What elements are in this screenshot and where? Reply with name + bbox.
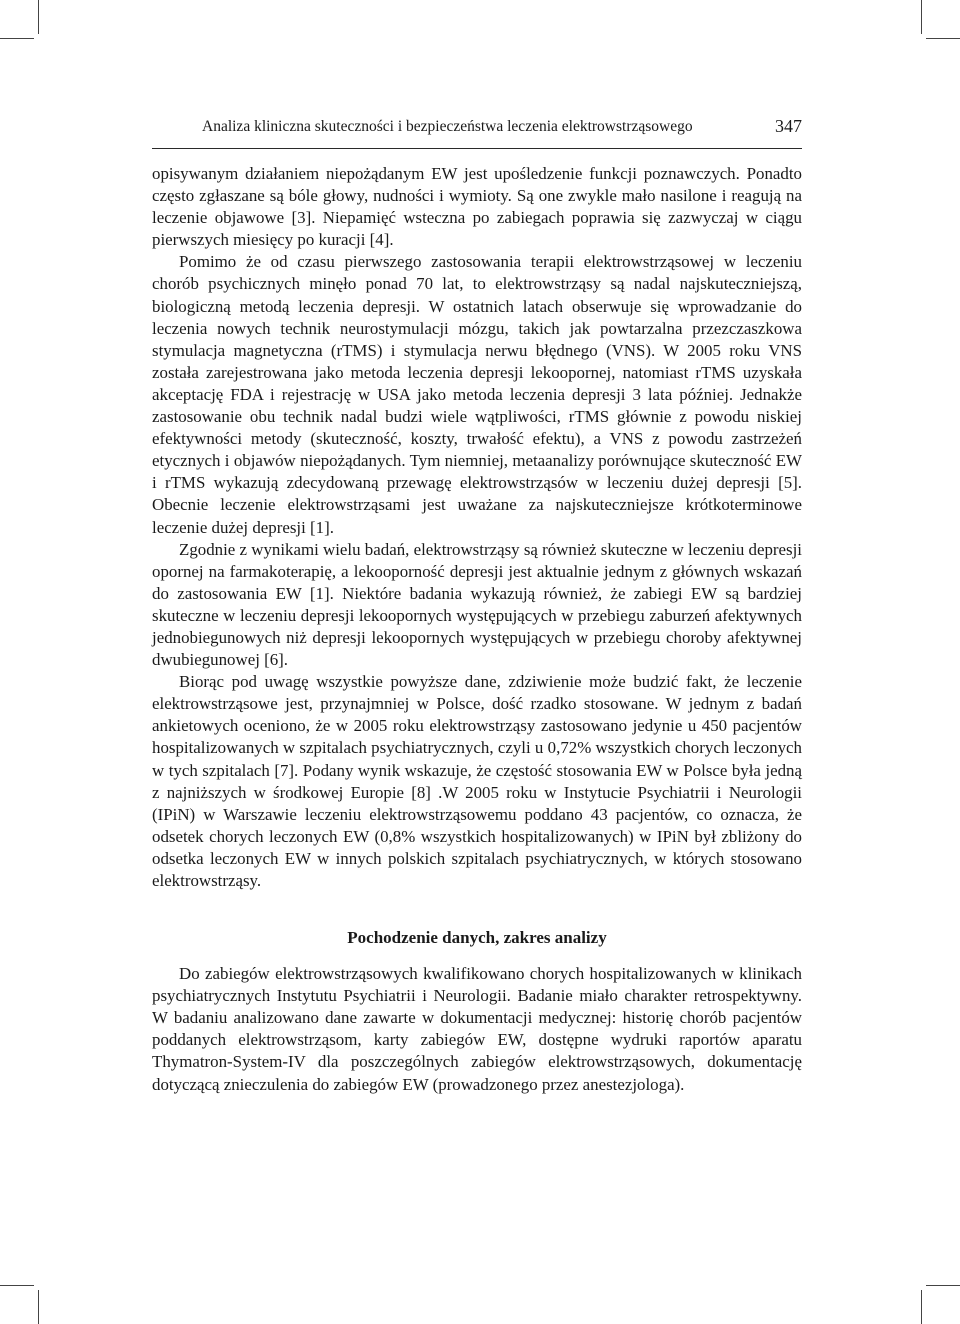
crop-mark-top-right-horizontal xyxy=(926,38,960,39)
crop-mark-top-left-vertical xyxy=(38,0,39,34)
page-number: 347 xyxy=(775,116,802,136)
header-rule xyxy=(152,148,802,149)
crop-mark-top-right-vertical xyxy=(921,0,922,34)
paragraph-2: Pomimo że od czasu pierwszego zastosowania terapii elektrowstrząsowej w leczeniu chorób psychicznych minęło ponad 70 lat, to elektrowstrząsy są nadal najskuteczniejszą, biologiczną metodą leczenia depresji. W ostatnich latach obserwuje się wprowadzanie do leczenia nowych technik neurostymulacji mózgu, takich jak powtarzalna przezczaszkowa stymulacja magnetyczna (rTMS) i stymulacja nerwu błędnego (VNS). W 2005 roku VNS została zarejestrowana jako metoda leczenia depresji lekoopornej, natomiast rTMS uzyskała akceptację FDA i rejestrację w USA jako metoda leczenia depresji 3 lata później. Jednakże zastosowanie obu technik nadal budzi wiele wątpliwości, rTMS głównie z powodu niskiej efektywności metody (skuteczność, koszty, trwałość efektu), a VNS z powodu zastrzeżeń etycznych i objawów niepożądanych. Tym niemniej, metaanalizy porównujące skuteczność EW i rTMS wykazują zdecydowaną przewagę elektrowstrząsów w leczeniu dużej depresji [5]. Obecnie leczenie elektrowstrząsami jest uważane za najskuteczniejsze krótkoterminowe leczenie dużej depresji [1]. xyxy=(152,252,802,537)
crop-mark-bottom-right-vertical xyxy=(921,1290,922,1324)
paragraph-3: Zgodnie z wynikami wielu badań, elektrowstrząsy są również skuteczne w leczeniu depresji opornej na farmakoterapię, a lekooporność depresji jest aktualnie jednym z głównych wskazań do zastosowania EW [1]. Niektóre badania wykazują również, że zabiegi EW są bardziej skuteczne w leczeniu depresji lekoopornych występujących w przebiegu zaburzeń afektywnych jednobiegunowych niż depresji lekoopornych występujących w przebiegu choroby afektywnej dwubiegunowej [6]. xyxy=(152,539,802,670)
crop-mark-bottom-right-horizontal xyxy=(926,1285,960,1286)
body-text xyxy=(152,163,802,1096)
paragraph-4: Biorąc pod uwagę wszystkie powyższe dane, zdziwienie może budzić fakt, że leczenie elektrowstrząsowe jest, przynajmniej w Polsce, dość rzadko stosowane. W jednym z badań ankietowych oceniono, że w 2005 roku elektrowstrząsy zastosowano jedynie u 450 pacjentów hospitalizowanych w szpitalach psychiatrycznych, czyli u 0,72% wszystkich chorych leczonych w tych szpitalach [7]. Podany wynik wskazuje, że częstość stosowania EW w Polsce była jedną z najniższych w środkowej Europie [8] .W 2005 roku w Instytucie Psychiatrii i Neurologii (IPiN) w Warszawie leczeniu elektrowstrząsowemu poddano 43 pacjentów, co oznacza, że odsetek chorych leczonych EW (0,8% wszystkich hospitalizowanych) w IPiN był zbliżony do odsetka leczonych EW w innych polskich szpitalach psychiatrycznych, w których stosowano elektrowstrząsy. xyxy=(152,672,802,890)
running-title: Analiza kliniczna skuteczności i bezpieczeństwa leczenia elektrowstrząsowego xyxy=(202,118,693,135)
section-paragraph: Do zabiegów elektrowstrząsowych kwalifikowano chorych hospitalizowanych w klinikach psychiatrycznych Instytutu Psychiatrii i Neurologii. Badanie miało charakter retrospektywny. W badaniu analizowano dane zawarte w dokumentacji medycznej: historię chorób pacjentów poddanych elektrowstrząsom, karty zabiegów EW, dostępne wydruki raportów aparatu Thymatron-System-IV dla poszczególnych zabiegów elektrowstrząsowych, dokumentację dotyczącą znieczulenia do zabiegów EW (prowadzonego przez anestezjologa). xyxy=(152,964,802,1094)
section-heading: Pochodzenie danych, zakres analizy xyxy=(347,928,607,948)
crop-mark-bottom-left-vertical xyxy=(38,1290,39,1324)
running-head xyxy=(152,116,802,142)
paragraph-1: opisywanym działaniem niepożądanym EW jest upośledzenie funkcji poznawczych. Ponadto często zgłaszane są bóle głowy, nudności i wymioty. Są one zwykle mało nasilone i reagują na leczenie objawowe [3]. Niepamięć wsteczna po zabiegach poprawia się zazwyczaj w ciągu pierwszych miesięcy po kuracji [4]. xyxy=(152,164,802,250)
crop-mark-top-left-horizontal xyxy=(0,38,34,39)
crop-mark-bottom-left-horizontal xyxy=(0,1285,34,1286)
